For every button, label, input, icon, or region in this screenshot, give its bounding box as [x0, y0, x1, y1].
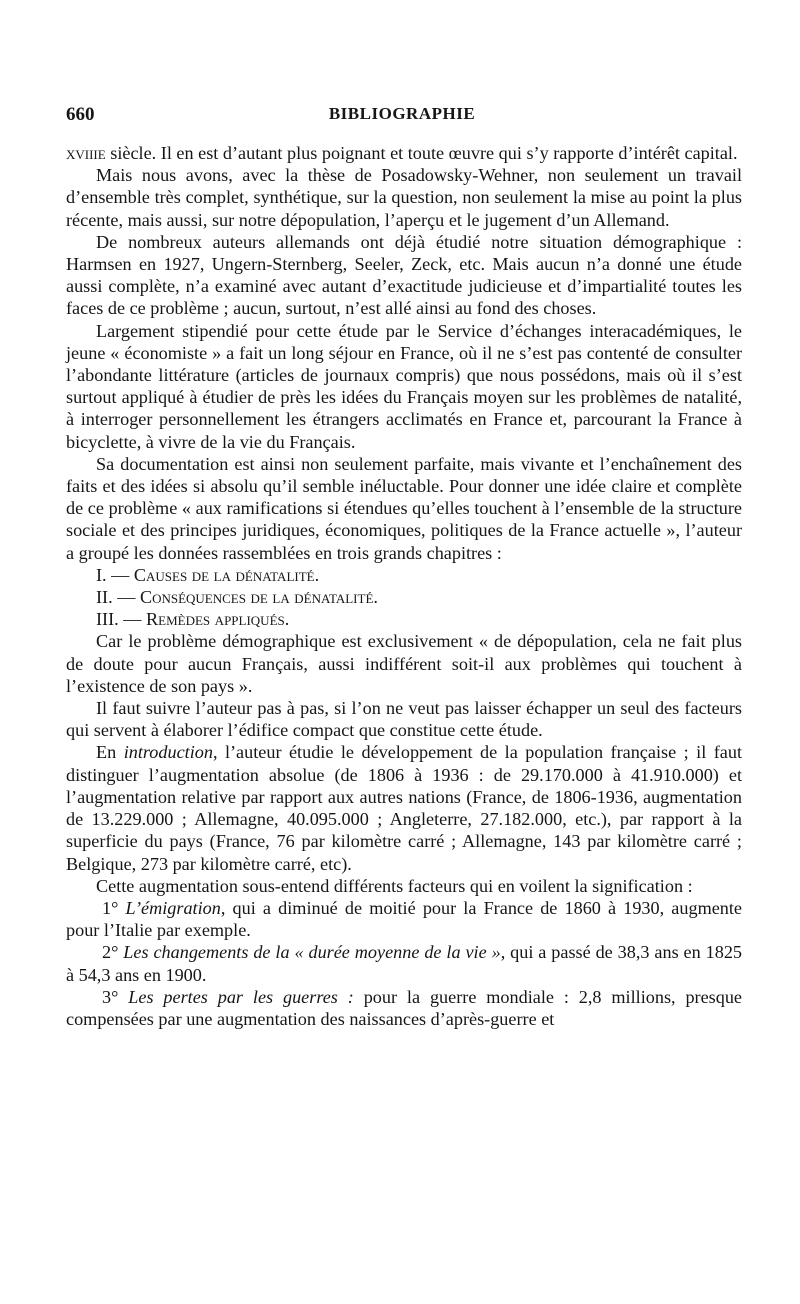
chapter-title: Conséquences de la dénatalité. [139, 587, 378, 608]
paragraph: Sa documentation est ainsi non seulement parfaite, mais vivante et l’enchaînement des faits et des idées si absolu qu’il semble inéluctable. Pour donner une idée claire et complète de ce problème « aux ramifications si étendues qu’elles touchent à l’ensemble de la structure sociale et des principes juridiques, économiques, politiques de la France actuelle », l’auteur a groupé les données rassemblées en trois grands chapitres : [66, 453, 742, 563]
factor-text: , qui a diminué de moitié pour la France de 1860 à 1930, augmente pour l’Italie par exemple. [66, 897, 743, 941]
paragraph: Largement stipendié pour cette étude par le Service d’échanges interacadémiques, le jeune « économiste » a fait un long séjour en France, où il ne s’est pas contenté de consulter l’abondante littérature (articles de journaux compris) que nous possédons, mais où il s’est surtout appliqué à étudier de près les idées du Français moyen sur les problèmes de natalité, à interroger personnellement les étrangers acclimatés en France et, parcourant la France à bicyclette, à vivre de la vie du Français. [66, 320, 742, 452]
factor-term: L’émigration [125, 897, 221, 918]
factor-text: , qui a passé de 38,3 ans en 1825 à 54,3 ans en 1900. [66, 942, 743, 985]
body-text [66, 142, 742, 1030]
paragraph: Mais nous avons, avec la thèse de Posadowsky-Wehner, non seulement un travail d’ensemble très complet, synthétique, sur la question, non seulement la mise au point la plus récente, mais aussi, sur notre dépopulation, l’aperçu et le jugement d’un Allemand. [66, 165, 742, 230]
page-number: 660 [66, 104, 95, 125]
paragraph-continuation [66, 142, 742, 164]
factor-number: 3° [102, 986, 119, 1007]
running-title: BIBLIOGRAPHIE [328, 104, 476, 123]
factor-item [66, 897, 742, 941]
chapter-title: Remèdes appliqués. [146, 609, 290, 630]
chapter-number: II. — [96, 587, 136, 608]
paragraph [66, 741, 742, 874]
paragraph-text: siècle. Il en est d’autant plus poignant et toute œuvre qui s’y rapporte d’intérêt capital. [110, 143, 738, 163]
paragraph-lead: En [96, 742, 117, 763]
italic-term: introduction [123, 742, 213, 763]
factor-term: Les changements de la « durée moyenne de la vie » [123, 942, 501, 963]
chapter-item [66, 608, 742, 630]
paragraph-text: , l’auteur étudie le développement de la population française ; il faut distinguer l’augmentation absolue (de 1806 à 1936 : de 29.170.000 à 41.910.000) et l’augmentation relative par rapport aux autres nations (France, de 1806-1936, augmentation de 13.229.000 ; Allemagne, 40.095.000 ; Angleterre, 27.182.000, etc.), par rapport à la superficie du pays (France, 76 par kilomètre carré ; Allemagne, 143 par kilomètre carré ; Belgique, 273 par kilomètre carré, etc). [66, 742, 742, 874]
chapter-item [66, 586, 742, 608]
page-header [66, 104, 738, 128]
paragraph: Il faut suivre l’auteur pas à pas, si l’on ne veut pas laisser échapper un seul des facteurs qui servent à élaborer l’édifice compact que constitue cette étude. [66, 698, 742, 741]
paragraph: De nombreux auteurs allemands ont déjà étudié notre situation démographique : Harmsen en 1927, Ungern-Sternberg, Seeler, Zeck, etc. Mais aucun n’a donné une étude aussi complète, n’a examiné avec autant d’exactitude judicieuse et d’impartialité toutes les faces de ce problème ; aucun, surtout, n’est allé ainsi au fond des choses. [66, 231, 742, 319]
factor-term: Les pertes par les guerres : [128, 986, 354, 1007]
factor-item [66, 941, 742, 985]
factor-text: pour la guerre mondiale : 2,8 millions, presque compensées par une augmentation des naissances d’après-guerre et [66, 986, 743, 1029]
chapter-number: I. — [96, 564, 130, 585]
century-numeral: xviiie [66, 143, 106, 163]
factor-item [66, 986, 742, 1030]
paragraph: Car le problème démographique est exclusivement « de dépopulation, cela ne fait plus de doute pour aucun Français, aussi indifférent soit-il aux problèmes qui touchent à l’existence de son pays ». [66, 631, 742, 696]
chapter-title: Causes de la dénatalité. [133, 564, 320, 585]
paragraph: Cette augmentation sous-entend différents facteurs qui en voilent la signification : [96, 875, 693, 896]
chapter-item [66, 564, 742, 586]
factor-number: 1° [102, 897, 119, 918]
chapter-number: III. — [96, 609, 142, 630]
factor-number: 2° [102, 942, 119, 963]
